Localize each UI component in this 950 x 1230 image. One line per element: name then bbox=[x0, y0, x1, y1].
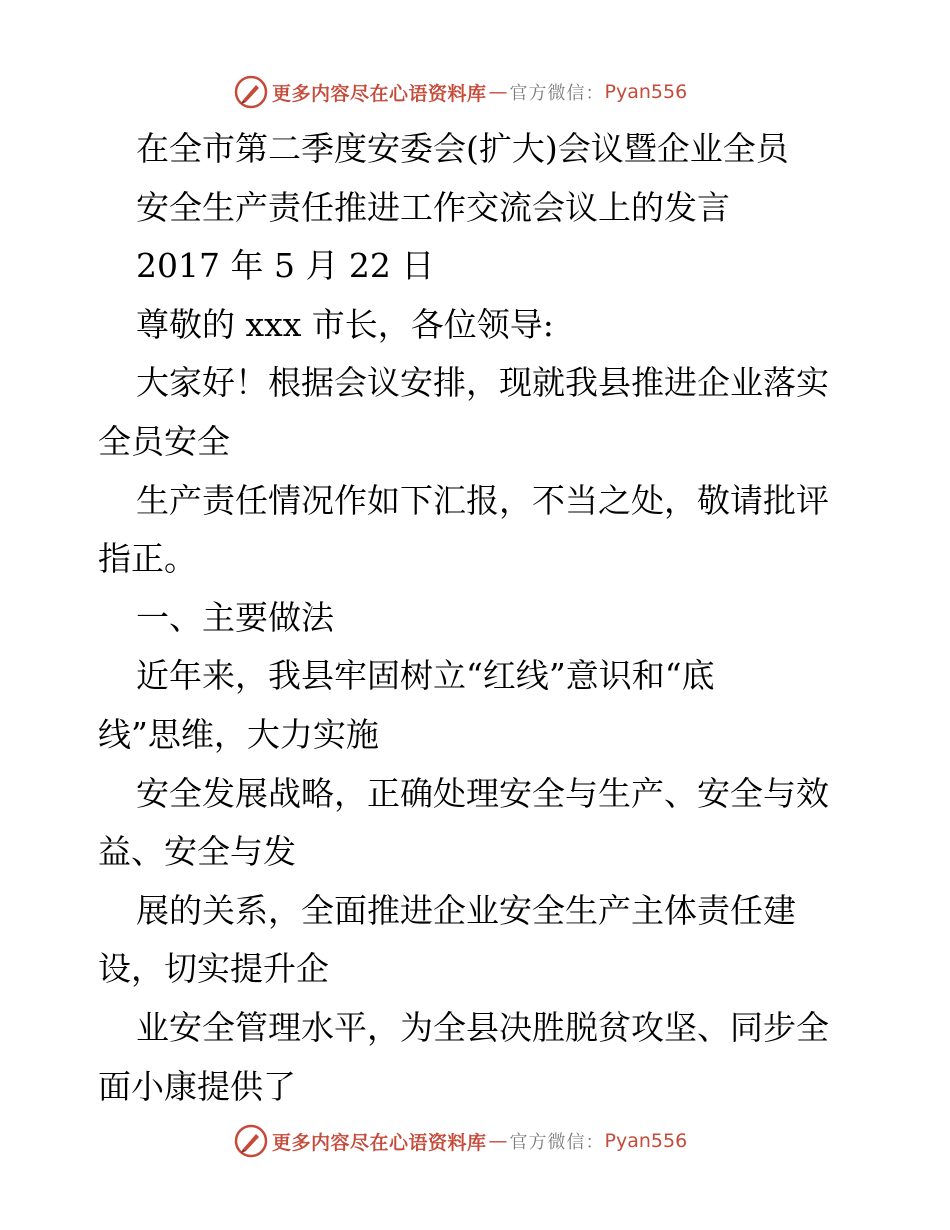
salutation-line: 尊敬的 xxx 市长，各位领导: bbox=[136, 304, 554, 344]
paragraph-line: 线”思维，大力实施 bbox=[98, 714, 379, 754]
date-line: 2017 年 5 月 22 日 bbox=[136, 246, 435, 286]
watermark-label: 官方微信： bbox=[509, 1132, 605, 1153]
watermark-dash: — bbox=[488, 1130, 508, 1152]
section-heading: 一、主要做法 bbox=[136, 597, 334, 637]
title-line-1: 在全市第二季度安委会(扩大)会议暨企业全员 bbox=[136, 129, 789, 168]
paragraph-line: 展的关系，全面推进企业安全生产主体责任建 bbox=[136, 890, 796, 930]
paragraph-line: 指正。 bbox=[98, 539, 197, 579]
paragraph-line: 安全发展战略，正确处理安全与生产、安全与效 bbox=[136, 773, 829, 813]
paragraph-line: 生产责任情况作如下汇报，不当之处，敬请批评 bbox=[136, 480, 829, 520]
paragraph-line: 近年来，我县牢固树立“红线”意识和“底 bbox=[136, 656, 715, 696]
paragraph-line: 益、安全与发 bbox=[98, 832, 296, 872]
watermark-wechat-id: Pyan556 bbox=[604, 1130, 688, 1152]
paragraph-line: 业安全管理水平，为全县决胜脱贫攻坚、同步全 bbox=[136, 1007, 829, 1047]
paragraph-line: 面小康提供了 bbox=[98, 1066, 296, 1106]
watermark-text: 更多内容尽在心语资料库 bbox=[272, 1131, 487, 1154]
title-line-2: 安全生产责任推进工作交流会议上的发言 bbox=[136, 187, 730, 227]
watermark-dash: — bbox=[488, 81, 508, 103]
document-body bbox=[98, 120, 858, 1116]
paragraph-line: 设，切实提升企 bbox=[98, 949, 329, 989]
header-watermark bbox=[234, 74, 687, 110]
footer-watermark bbox=[234, 1123, 687, 1159]
watermark-text: 更多内容尽在心语资料库 bbox=[272, 82, 487, 105]
watermark-label: 官方微信： bbox=[509, 83, 605, 104]
paragraph-line: 全员安全 bbox=[98, 421, 230, 461]
pen-logo-icon bbox=[234, 75, 268, 109]
paragraph-line: 大家好！根据会议安排，现就我县推进企业落实 bbox=[136, 363, 829, 403]
watermark-wechat-id: Pyan556 bbox=[604, 81, 688, 103]
pen-logo-icon bbox=[234, 1124, 268, 1158]
